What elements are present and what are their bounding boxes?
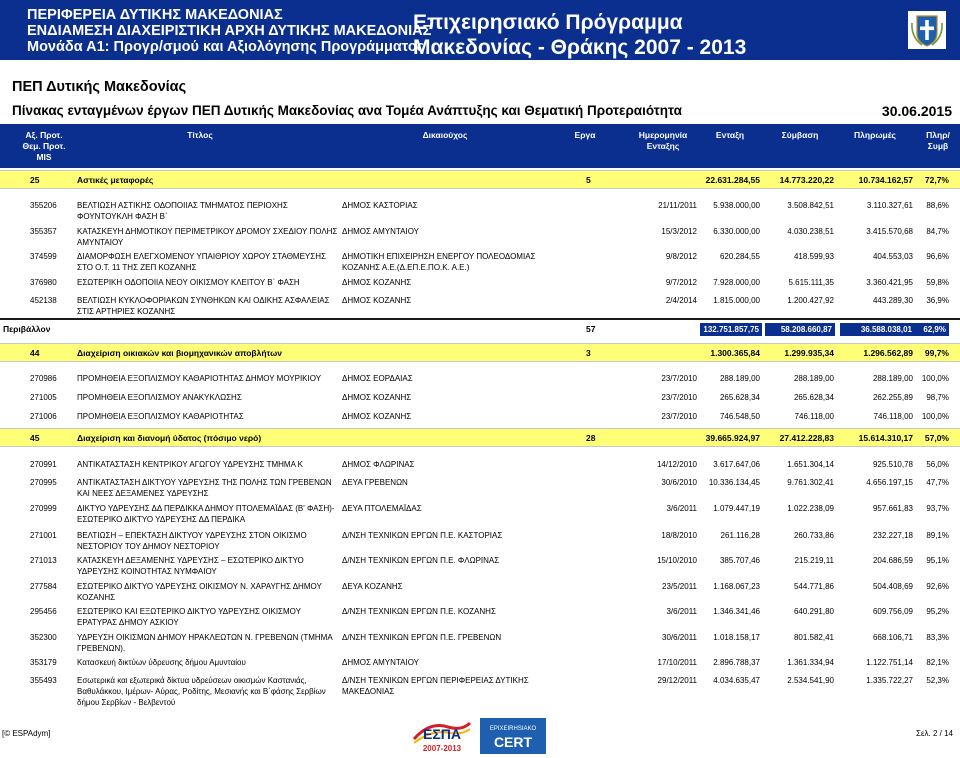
row-payments: 1.335.722,27 (866, 676, 913, 685)
row-beneficiary (342, 632, 582, 643)
row-title-line: ΕΣΩΤΕΡΙΚΟ ΔΙΚΤΥΟ ΥΔΡΕΥΣΗΣ ΟΙΚΙΣΜΟΥ Ν. ΧΑΡΑΥΓΗΣ ΔΗΜΟΥ (77, 582, 322, 591)
row-beneficiary (342, 675, 582, 697)
row-entaxi: 1.018.158,17 (713, 633, 760, 642)
row-ratio: 52,3% (926, 676, 949, 685)
espa-logo-years: 2007-2013 (422, 744, 462, 753)
row-title-line: Βαθυλάκκου, Ιμέρων- Αύρας, Ροδίτης, Μεσιανής και Β΄φάσης Σερβίων (77, 687, 326, 696)
row-payments: 262.255,89 (872, 393, 913, 402)
row-entaxi: 265.628,34 (719, 393, 760, 402)
row-beneficiary-line: ΔΗΜΟΣ ΑΜΥΝΤΑΙΟΥ (342, 227, 419, 236)
row-title (77, 555, 339, 577)
section-entaxi: 39.665.924,97 (705, 433, 760, 443)
row-title-line: ΕΡΑΤΥΡΑΣ ΔΗΜΟΥ ΑΣΚΙΟΥ (77, 618, 179, 627)
section-entaxi: 22.631.284,55 (705, 175, 760, 185)
row-ratio: 95,2% (926, 607, 949, 616)
row-beneficiary (342, 477, 582, 488)
row-title-line: ΥΔΡΕΥΣΗΣ ΚΟΙΝΟΤΗΤΑΣ ΝΥΜΦΑΙΟΥ (77, 567, 217, 576)
row-entaxi: 5.938.000,00 (713, 201, 760, 210)
row-date: 9/8/2012 (665, 252, 697, 261)
section-row (0, 343, 960, 362)
row-title-line: ΕΣΩΤΕΡΙΚΗ ΟΔΟΠΟΙΙΑ ΝΕΟΥ ΟΙΚΙΣΜΟΥ ΚΛΕΙΤΟΥ Β΄ ΦΑΣΗ (77, 278, 300, 287)
row-beneficiary (342, 226, 582, 237)
environment-ratio: 62,9% (915, 323, 949, 336)
row-title (77, 295, 339, 317)
row-title-line: ΚΑΤΑΣΚΕΥΗ ΔΕΞΑΜΕΝΗΣ ΥΔΡΕΥΣΗΣ – ΕΣΩΤΕΡΙΚΟ ΔΙΚΤΥΟ (77, 556, 304, 565)
row-contract: 260.733,86 (793, 531, 834, 540)
section-ratio: 57,0% (924, 433, 949, 443)
row-ratio: 84,7% (926, 227, 949, 236)
row-beneficiary-line: Δ/ΝΣΗ ΤΕΧΝΙΚΩΝ ΕΡΓΩΝ Π.Ε. ΚΟΖΑΝΗΣ (342, 607, 496, 616)
row-mis-code: 355493 (30, 676, 57, 685)
row-title-line: ΕΣΩΤΕΡΙΚΟ ΚΑΙ ΕΞΩΤΕΡΙΚΟ ΔΙΚΤΥΟ ΥΔΡΕΥΣΗΣ ΟΙΚΙΣΜΟΥ (77, 607, 301, 616)
row-beneficiary (342, 503, 582, 514)
row-ratio: 100,0% (921, 374, 949, 383)
unit-name: Μονάδα Α1: Προγρ/σμού και Αξιολόγησης Προγράμματος (27, 39, 425, 55)
row-ratio: 47,7% (926, 478, 949, 487)
cert-logo-text: CERT (493, 734, 533, 750)
row-beneficiary (342, 277, 582, 288)
environment-payments: 36.588.038,01 (840, 323, 915, 336)
row-entaxi: 288.189,00 (719, 374, 760, 383)
row-title-line: ΚΑΤΑΣΚΕΥΗ ΔΗΜΟΤΙΚΟΥ ΠΕΡΙΜΕΤΡΙΚΟΥ ΔΡΟΜΟΥ ΣΧΕΔΙΟΥ ΠΟΛΗΣ (77, 227, 338, 236)
row-title-line: ΑΜΥΝΤΑΙΟΥ (77, 238, 124, 247)
row-ratio: 92,6% (926, 582, 949, 591)
row-date: 14/12/2010 (656, 460, 697, 469)
row-ratio: 95,1% (926, 556, 949, 565)
row-beneficiary (342, 295, 582, 306)
environment-entaxi: 132.751.857,75 (700, 323, 762, 336)
row-ratio: 98,7% (926, 393, 949, 402)
footer-copyright: [© ESPAdym] (2, 729, 51, 738)
section-title: Διαχείριση και διανομή ύδατος (πόσιμο νερό) (77, 433, 262, 443)
row-beneficiary (342, 530, 582, 541)
row-date: 15/3/2012 (661, 227, 697, 236)
row-contract: 746.118,00 (794, 412, 834, 421)
row-entaxi: 2.896.788,37 (713, 658, 760, 667)
row-beneficiary-line: ΔΕΥΑ ΠΤΟΛΕΜΑΪΔΑΣ (342, 504, 422, 513)
row-date: 2/4/2014 (665, 296, 697, 305)
row-mis-code: 355357 (30, 227, 57, 236)
column-header-title: Τίτλος (187, 130, 213, 140)
section-payments: 15.614.310,17 (858, 433, 913, 443)
column-header-works: Εργα (574, 130, 596, 140)
greek-coat-of-arms-icon (908, 11, 946, 49)
row-date: 23/5/2011 (662, 582, 697, 591)
section-contract: 1.299.935,34 (784, 348, 834, 358)
row-mis-code: 270991 (30, 460, 57, 469)
row-contract: 4.030.238,51 (787, 227, 834, 236)
row-beneficiary (342, 392, 582, 403)
row-entaxi: 1.168.067,23 (713, 582, 760, 591)
row-title (77, 530, 339, 552)
row-entaxi: 1.346.341,46 (713, 607, 760, 616)
row-beneficiary-line: ΔΗΜΟΤΙΚΗ ΕΠΙΧΕΙΡΗΣΗ ΕΝΕΡΓΟΥ ΠΟΛΕΟΔΟΜΙΑΣ (342, 252, 536, 261)
column-header-contract: Σύμβαση (781, 130, 819, 140)
row-ratio: 36,9% (926, 296, 949, 305)
section-code: 44 (30, 348, 40, 358)
row-title-line: ΕΣΩΤΕΡΙΚΟ ΔΙΚΤΥΟ ΥΔΡΕΥΣΗΣ ΔΔ ΠΕΡΔΙΚΑ (77, 515, 246, 524)
row-mis-code: 374599 (30, 252, 57, 261)
row-mis-code: 271005 (30, 393, 57, 402)
row-entaxi: 385.707,46 (719, 556, 760, 565)
row-payments: 3.415.570,68 (866, 227, 913, 236)
row-title-line: ΚΟΖΑΝΗΣ (77, 593, 116, 602)
report-subtitle: Πίνακας ενταγμένων έργων ΠΕΠ Δυτικής Μακεδονίας ανα Τομέα Ανάπτυξης και Θεματική Προτεραιότητα (12, 103, 682, 118)
section-contract: 14.773.220,22 (779, 175, 834, 185)
row-ratio: 82,1% (926, 658, 949, 667)
row-contract: 640.291,80 (793, 607, 834, 616)
row-entaxi: 261.116,28 (720, 531, 760, 540)
row-payments: 3.110.327,61 (866, 201, 913, 210)
row-beneficiary-line: ΔΕΥΑ ΚΟΖΑΝΗΣ (342, 582, 403, 591)
row-title-line: ΚΑΙ ΝΕΕΣ ΔΕΞΑΜΕΝΕΣ ΥΔΡΕΥΣΗΣ (77, 489, 209, 498)
section-title: Διαχείριση οικιακών και βιομηχανικών αποβλήτων (77, 348, 283, 358)
row-mis-code: 271006 (30, 412, 57, 421)
table-header (0, 124, 960, 168)
row-beneficiary-line: ΔΗΜΟΣ ΑΜΥΝΤΑΙΟΥ (342, 658, 419, 667)
row-date: 3/6/2011 (666, 504, 697, 513)
row-date: 3/6/2011 (666, 607, 697, 616)
row-entaxi: 746.548,50 (719, 412, 760, 421)
row-contract: 801.582,41 (793, 633, 834, 642)
row-title (77, 606, 339, 628)
row-mis-code: 270995 (30, 478, 57, 487)
row-title (77, 581, 339, 603)
row-mis-code: 271001 (30, 531, 57, 540)
row-title (77, 411, 339, 422)
epixeirisiako-cert-logo-icon (480, 718, 546, 754)
row-contract: 1.022.238,09 (787, 504, 834, 513)
row-ratio: 100,0% (921, 412, 949, 421)
header-banner (0, 0, 960, 60)
row-ratio: 93,7% (926, 504, 949, 513)
row-beneficiary-line: ΔΗΜΟΣ ΚΟΖΑΝΗΣ (342, 412, 412, 421)
espa-logo-icon (410, 717, 474, 755)
row-beneficiary-line: ΔΕΥΑ ΓΡΕΒΕΝΩΝ (342, 478, 408, 487)
row-title (77, 251, 339, 273)
row-beneficiary (342, 657, 582, 668)
row-date: 18/8/2010 (661, 531, 697, 540)
row-title-line: ΠΡΟΜΗΘΕΙΑ ΕΞΟΠΛΙΣΜΟΥ ΚΑΘΑΡΙΟΤΗΤΑΣ ΔΗΜΟΥ ΜΟΥΡΙΚΙΟΥ (77, 374, 322, 383)
section-works: 5 (586, 175, 591, 185)
section-title: Αστικές μεταφορές (77, 175, 154, 185)
program-title: ΠΕΠ Δυτικής Μακεδονίας (12, 79, 187, 95)
row-mis-code: 376980 (30, 278, 57, 287)
row-title (77, 392, 339, 403)
row-mis-code: 353179 (30, 658, 57, 667)
row-title (77, 657, 339, 668)
row-beneficiary (342, 411, 582, 422)
section-code: 25 (30, 175, 40, 185)
environment-contract: 58.208.660,87 (765, 323, 835, 336)
row-title-line: ΥΔΡΕΥΣΗ ΟΙΚΙΣΜΩΝ ΔΗΜΟΥ ΗΡΑΚΛΕΩΤΩΝ Ν. ΓΡΕΒΕΝΩΝ (ΤΜΗΜΑ (77, 633, 333, 642)
row-payments: 504.408,69 (872, 582, 913, 591)
row-payments: 288.189,00 (872, 374, 913, 383)
environment-works: 57 (586, 324, 596, 334)
row-beneficiary (342, 373, 582, 384)
espa-logo-text: ΕΣΠΑ (423, 726, 461, 742)
row-ratio: 88,6% (926, 201, 949, 210)
column-header-id: Αξ. Προτ. Θεμ. Προτ. MIS (22, 130, 66, 162)
cert-logo-top: EPIXEIRHSIAKO (489, 726, 537, 732)
row-entaxi: 3.617.647,06 (713, 460, 760, 469)
row-title-line: ΑΝΤΙΚΑΤΑΣΤΑΣΗ ΔΙΚΤΥΟΥ ΥΔΡΕΥΣΗΣ ΤΗΣ ΠΟΛΗΣ ΤΩΝ ΓΡΕΒΕΝΩΝ (77, 478, 332, 487)
row-contract: 1.651.304,14 (787, 460, 834, 469)
row-title-line: Κατασκευή δικτύων ύδρευσης δήμου Αμυνταίου (77, 658, 246, 667)
row-beneficiary-line: ΔΗΜΟΣ ΚΑΣΤΟΡΙΑΣ (342, 201, 418, 210)
row-beneficiary-line: Δ/ΝΣΗ ΤΕΧΝΙΚΩΝ ΕΡΓΩΝ ΠΕΡΙΦΕΡΕΙΑΣ ΔΥΤΙΚΗΣ (342, 676, 529, 685)
row-payments: 443.289,30 (872, 296, 913, 305)
row-mis-code: 270986 (30, 374, 57, 383)
row-contract: 9.761.302,41 (787, 478, 834, 487)
row-date: 15/10/2010 (656, 556, 697, 565)
row-title-line: ΒΕΛΤΙΩΣΗ ΚΥΚΛΟΦΟΡΙΑΚΩΝ ΣΥΝΘΗΚΩΝ ΚΑΙ ΟΔΙΚΗΣ ΑΣΦΑΛΕΙΑΣ (77, 296, 330, 305)
row-date: 23/7/2010 (661, 412, 697, 421)
row-beneficiary-line: Δ/ΝΣΗ ΤΕΧΝΙΚΩΝ ΕΡΓΩΝ Π.Ε. ΦΛΩΡΙΝΑΣ (342, 556, 500, 565)
row-date: 21/11/2011 (658, 201, 697, 210)
row-title-line: ΠΡΟΜΗΘΕΙΑ ΕΞΟΠΛΙΣΜΟΥ ΑΝΑΚΥΚΛΩΣΗΣ (77, 393, 242, 402)
row-entaxi: 7.928.000,00 (713, 278, 760, 287)
row-mis-code: 355206 (30, 201, 57, 210)
row-payments: 232.227,18 (872, 531, 913, 540)
row-contract: 288.189,00 (793, 374, 834, 383)
section-payments: 10.734.162,57 (858, 175, 913, 185)
section-ratio: 72,7% (924, 175, 949, 185)
row-payments: 609.756,09 (872, 607, 913, 616)
row-beneficiary (342, 200, 582, 211)
row-date: 30/6/2011 (662, 633, 697, 642)
section-payments: 1.296.562,89 (863, 348, 913, 358)
row-entaxi: 4.034.635,47 (713, 676, 760, 685)
section-works: 3 (586, 348, 591, 358)
row-payments: 668.106,71 (872, 633, 913, 642)
report-date: 30.06.2015 (881, 103, 952, 119)
row-title-line: ΣΤΙΣ ΑΡΤΗΡΙΕΣ ΚΟΖΑΝΗΣ (77, 307, 176, 316)
row-entaxi: 1.815.000,00 (713, 296, 760, 305)
row-contract: 544.771,86 (793, 582, 834, 591)
section-code: 45 (30, 433, 40, 443)
row-payments: 3.360.421,95 (866, 278, 913, 287)
row-beneficiary-line: ΔΗΜΟΣ ΚΟΖΑΝΗΣ (342, 393, 412, 402)
row-title-line: ΒΕΛΤΙΩΣΗ – ΕΠΕΚΤΑΣΗ ΔΙΚΤΥΟΥ ΥΔΡΕΥΣΗΣ ΣΤΟΝ ΟΙΚΙΣΜΟ (77, 531, 307, 540)
row-beneficiary-line: Δ/ΝΣΗ ΤΕΧΝΙΚΩΝ ΕΡΓΩΝ Π.Ε. ΓΡΕΒΕΝΩΝ (342, 633, 502, 642)
column-header-entaxi: Ενταξη (715, 130, 745, 140)
row-payments: 957.661,83 (872, 504, 913, 513)
environment-label: Περιβάλλον (3, 324, 51, 334)
row-contract: 1.361.334,94 (787, 658, 834, 667)
row-date: 29/12/2011 (657, 676, 697, 685)
row-beneficiary (342, 251, 582, 273)
row-title-line: ΠΡΟΜΗΘΕΙΑ ΕΞΟΠΛΙΣΜΟΥ ΚΑΘΑΡΙΟΤΗΤΑΣ (77, 412, 244, 421)
authority-name: ΕΝΔΙΑΜΕΣΗ ΔΙΑΧΕΙΡΙΣΤΙΚΗ ΑΡΧΗ ΔΥΤΙΚΗΣ ΜΑΚΕΔΟΝΙΑΣ (27, 23, 432, 39)
row-ratio: 96,6% (926, 252, 949, 261)
row-title (77, 632, 339, 654)
row-beneficiary-line: ΔΗΜΟΣ ΚΟΖΑΝΗΣ (342, 296, 412, 305)
row-payments: 925.510,78 (872, 460, 913, 469)
section-row (0, 170, 960, 189)
row-title-line: ΑΝΤΙΚΑΤΑΣΤΑΣΗ ΚΕΝΤΡΙΚΟΥ ΑΓΩΓΟΥ ΥΔΡΕΥΣΗΣ ΤΜΗΜΑ Κ (77, 460, 304, 469)
page-number: Σελ. 2 / 14 (916, 729, 953, 738)
row-title (77, 675, 339, 708)
row-beneficiary (342, 459, 582, 470)
row-beneficiary-line: ΔΗΜΟΣ ΚΟΖΑΝΗΣ (342, 278, 412, 287)
row-beneficiary (342, 606, 582, 617)
row-mis-code: 271013 (30, 556, 57, 565)
row-payments: 746.118,00 (873, 412, 913, 421)
row-title-line: ΝΕΣΤΟΡΙΟΥ ΤΟΥ ΔΗΜΟΥ ΝΕΣΤΟΡΙΟΥ (77, 542, 220, 551)
row-beneficiary (342, 581, 582, 592)
row-contract: 1.200.427,92 (787, 296, 834, 305)
row-mis-code: 270999 (30, 504, 57, 513)
column-header-payments: Πληρωμές (854, 130, 896, 140)
column-header-date: Ημερομηνία Ενταξης (638, 130, 688, 151)
row-title (77, 226, 339, 248)
programme-line-2: Μακεδονίας - Θράκης 2007 - 2013 (413, 36, 747, 59)
row-date: 9/7/2012 (665, 278, 697, 287)
row-beneficiary-line: ΜΑΚΕΔΟΝΙΑΣ (342, 687, 395, 696)
row-beneficiary-line: ΔΗΜΟΣ ΕΟΡΔΑΙΑΣ (342, 374, 413, 383)
row-mis-code: 295456 (30, 607, 57, 616)
row-title (77, 373, 339, 384)
row-contract: 2.534.541,90 (787, 676, 834, 685)
row-date: 17/10/2011 (657, 658, 697, 667)
row-payments: 4.656.197,15 (866, 478, 913, 487)
row-ratio: 83,3% (926, 633, 949, 642)
row-contract: 5.615.111,35 (788, 278, 834, 287)
programme-line-1: Επιχειρησιακό Πρόγραμμα (413, 11, 683, 34)
row-title (77, 503, 339, 525)
programme-block (413, 10, 746, 60)
row-contract: 215.219,11 (794, 556, 834, 565)
row-title-line: ΔΙΚΤΥΟ ΥΔΡΕΥΣΗΣ ΔΔ ΠΕΡΔΙΚΚΑ ΔΗΜΟΥ ΠΤΟΛΕΜΑΪΔΑΣ (Β' ΦΑΣΗ)- (77, 504, 335, 513)
row-title-line: Εσωτερικά και εξωτερικά δίκτυα υδρεύσεων οικισμών Καστανιάς, (77, 676, 307, 685)
row-beneficiary-line: ΔΗΜΟΣ ΦΛΩΡΙΝΑΣ (342, 460, 415, 469)
row-ratio: 59,8% (926, 278, 949, 287)
section-entaxi: 1.300.365,84 (710, 348, 760, 358)
row-mis-code: 352300 (30, 633, 57, 642)
row-title-line: ΓΡΕΒΕΝΩΝ). (77, 644, 126, 653)
row-beneficiary-line: ΚΟΖΑΝΗΣ Α.Ε.(Δ.ΕΠ.Ε.ΠΟ.Κ. Α.Ε.) (342, 263, 470, 272)
row-mis-code: 277584 (30, 582, 57, 591)
row-ratio: 89,1% (926, 531, 949, 540)
row-contract: 3.508.842,51 (787, 201, 834, 210)
row-contract: 265.628,34 (793, 393, 834, 402)
row-title (77, 477, 339, 499)
row-payments: 204.686,59 (872, 556, 913, 565)
row-entaxi: 6.330.000,00 (713, 227, 760, 236)
row-entaxi: 10.336.134,45 (708, 478, 760, 487)
row-date: 30/6/2010 (661, 478, 697, 487)
section-row (0, 428, 960, 447)
row-title-line: ΦΟΥΝΤΟΥΚΛΗ ΦΑΣΗ Β΄ (77, 212, 168, 221)
row-payments: 404.553,03 (872, 252, 913, 261)
row-entaxi: 1.079.447,19 (713, 504, 760, 513)
row-beneficiary (342, 555, 582, 566)
row-payments: 1.122.751,14 (866, 658, 913, 667)
section-works: 28 (586, 433, 596, 443)
row-title-line: ΒΕΛΤΙΩΣΗ ΑΣΤΙΚΗΣ ΟΔΟΠΟΙΙΑΣ ΤΜΗΜΑΤΟΣ ΠΕΡΙΟΧΗΣ (77, 201, 288, 210)
environment-total-row (0, 318, 960, 340)
column-header-ratio: Πληρ/ Συμβ (926, 130, 950, 151)
row-title (77, 459, 339, 470)
row-title-line: ΣΤΟ Ο.Τ. 11 ΤΗΣ ΖΕΠ ΚΟΖΑΝΗΣ (77, 263, 197, 272)
row-contract: 418.599,93 (793, 252, 834, 261)
section-contract: 27.412.228,83 (779, 433, 834, 443)
row-title-line: δήμου Σερβίων - Βελβεντού (77, 698, 176, 707)
row-date: 23/7/2010 (661, 393, 697, 402)
region-name: ΠΕΡΙΦΕΡΕΙΑ ΔΥΤΙΚΗΣ ΜΑΚΕΔΟΝΙΑΣ (27, 7, 283, 23)
row-mis-code: 452138 (30, 296, 57, 305)
section-ratio: 99,7% (924, 348, 949, 358)
row-title (77, 277, 339, 288)
column-header-beneficiary: Δικαιούχος (422, 130, 468, 140)
row-title (77, 200, 339, 222)
row-entaxi: 620.284,55 (719, 252, 760, 261)
row-beneficiary-line: Δ/ΝΣΗ ΤΕΧΝΙΚΩΝ ΕΡΓΩΝ Π.Ε. ΚΑΣΤΟΡΙΑΣ (342, 531, 503, 540)
row-date: 23/7/2010 (661, 374, 697, 383)
row-ratio: 56,0% (926, 460, 949, 469)
organization-block (27, 7, 431, 55)
row-title-line: ΔΙΑΜΟΡΦΩΣΗ ΕΛΕΓΧΟΜΕΝΟΥ ΥΠΑΙΘΡΙΟΥ ΧΩΡΟΥ ΣΤΑΘΜΕΥΣΗΣ (77, 252, 326, 261)
